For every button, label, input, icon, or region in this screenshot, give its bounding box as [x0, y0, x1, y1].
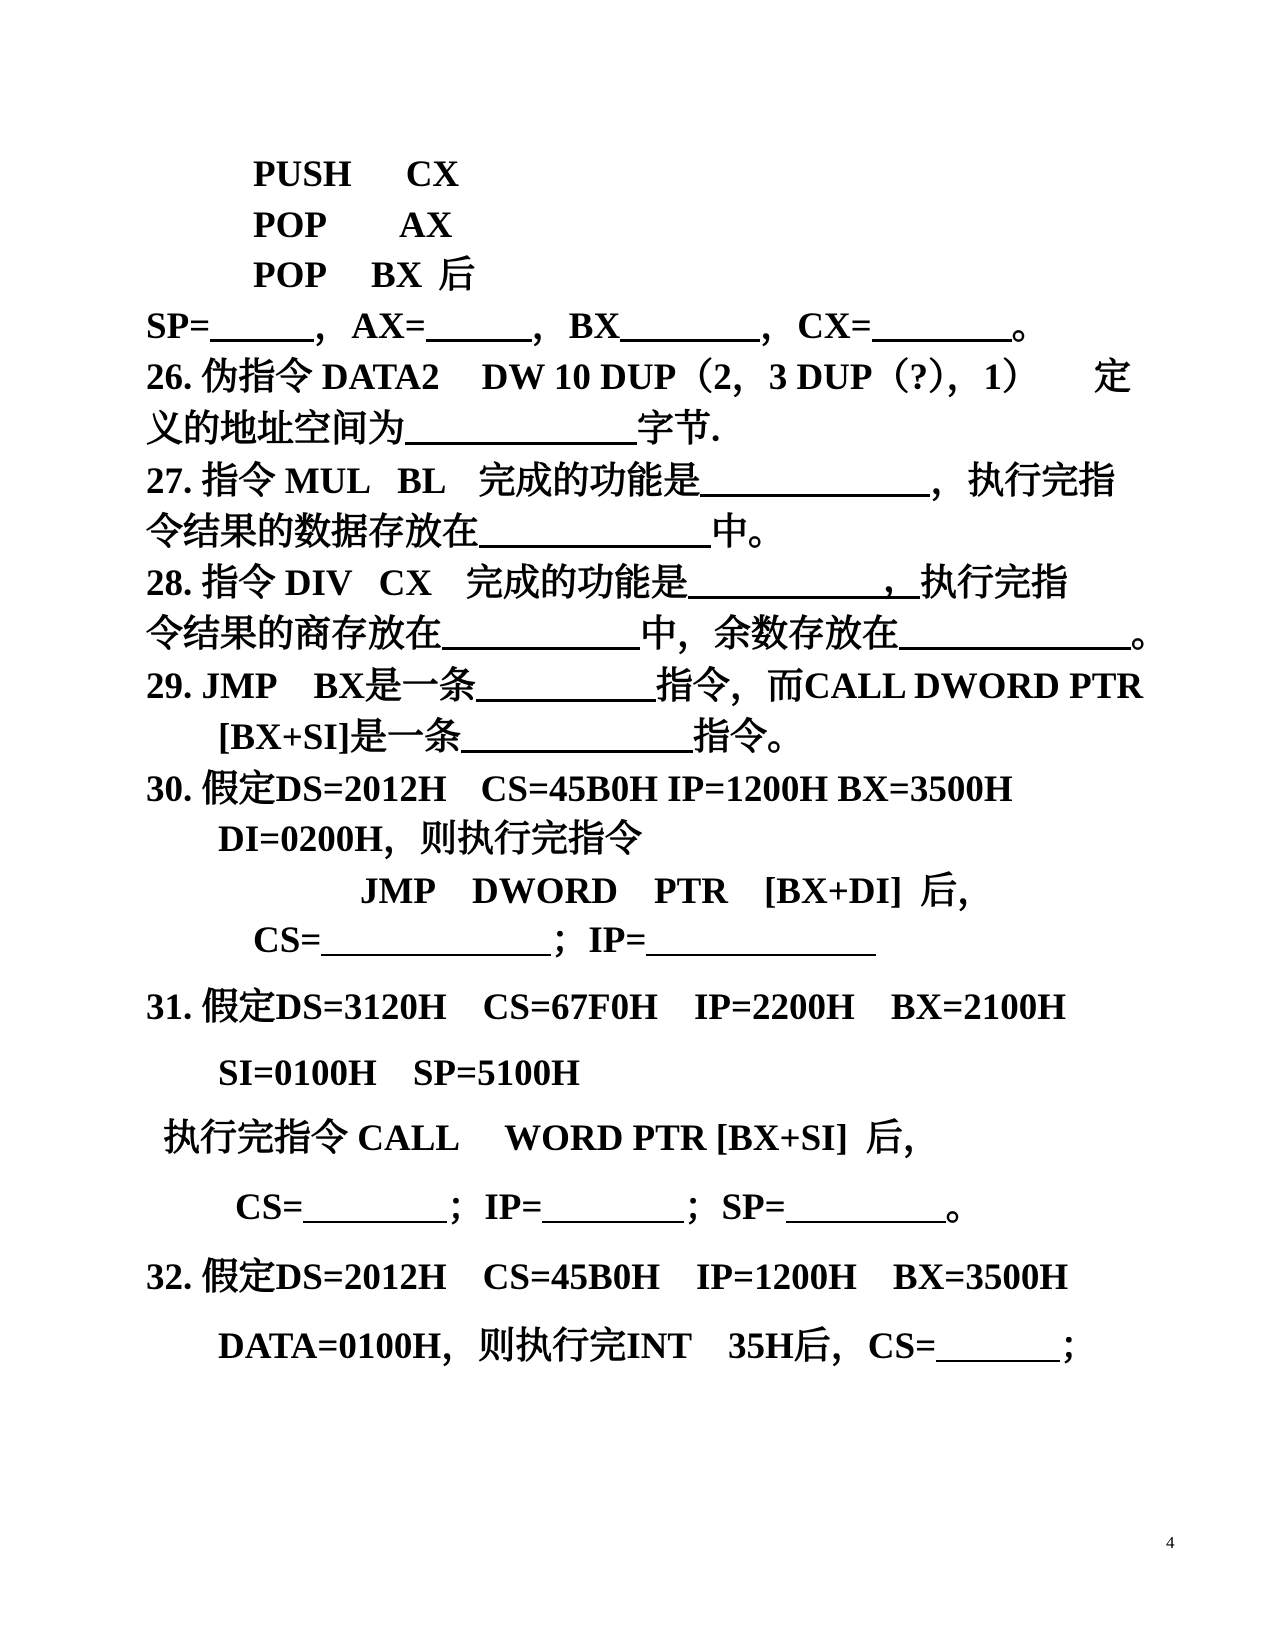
answer-blank[interactable] [620, 309, 760, 342]
q31-line1 [146, 986, 1066, 1030]
code-line-pop-ax [253, 204, 452, 248]
q26-line2 [146, 408, 720, 452]
q30-text: PTR [653, 871, 728, 912]
q32-text: ； [1060, 1326, 1098, 1367]
q30-line1 [146, 768, 1013, 812]
q32-text: 35H后，CS= [728, 1326, 937, 1367]
q28-text: CX [378, 563, 433, 604]
q31-text: SI=0100H [218, 1053, 377, 1094]
q29-text: BX是一条 [313, 666, 476, 707]
code-arg: CX [405, 154, 460, 195]
q26-text: 定 [1094, 357, 1131, 398]
q30-line2 [218, 818, 642, 862]
q27-line1 [146, 460, 1115, 504]
q26-text: 26. 伪指令 DATA2 [146, 357, 440, 398]
q30-text: 后， [920, 871, 995, 912]
answer-blank[interactable] [936, 1330, 1060, 1362]
q30-text: [BX+DI] [763, 871, 903, 912]
q27-text: 令结果的数据存放在 [146, 512, 479, 553]
q31-line2 [218, 1052, 580, 1096]
q31-text: 后， [865, 1118, 940, 1159]
q31-text: IP=2200H [693, 987, 855, 1028]
q27-text: ，执行完指 [930, 461, 1116, 502]
sp-label: ；SP= [684, 1187, 786, 1228]
q27-text: 27. 指令 MUL [146, 461, 372, 502]
q28-text: 。 [1131, 614, 1168, 655]
q31-text: CS=67F0H [482, 987, 658, 1028]
answer-blank[interactable] [479, 515, 711, 548]
code-suffix: 后 [438, 255, 476, 296]
answer-blank[interactable] [786, 1191, 946, 1223]
q29-line1 [146, 665, 1143, 709]
q26-text: DW 10 DUP（2，3 DUP（?），1） [481, 357, 1039, 398]
answer-blank[interactable] [542, 1191, 684, 1223]
answer-blank[interactable] [321, 924, 551, 956]
q28-line2 [146, 613, 1168, 657]
q26-line1 [146, 356, 1039, 400]
q31-line3 [163, 1117, 940, 1161]
q31-text: SP=5100H [412, 1053, 580, 1094]
answer-blank[interactable] [899, 617, 1131, 650]
q29-text: [BX+SI]是一条 [218, 717, 462, 758]
q27-text: 完成的功能是 [478, 461, 701, 502]
q32-text: CS=45B0H [482, 1257, 661, 1298]
answer-blank[interactable]: ， [688, 566, 920, 599]
answer-blank[interactable] [461, 720, 693, 753]
q30-text: JMP [360, 871, 437, 912]
code-line-pop-bx [253, 254, 475, 298]
cs-label: CS= [253, 920, 322, 961]
code-op: PUSH [253, 154, 352, 195]
code-arg: BX [370, 255, 423, 296]
q32-line2 [218, 1325, 1097, 1369]
q29-text: 指令，而CALL DWORD PTR [655, 666, 1144, 707]
q27-line2 [146, 511, 785, 555]
q32-text: DATA=0100H，则执行完INT [218, 1326, 693, 1367]
period: 。 [945, 1187, 983, 1228]
answer-blank[interactable] [405, 412, 637, 445]
q26-text: 义的地址空间为 [146, 409, 405, 450]
q32-text: IP=1200H [696, 1257, 857, 1298]
ax-label: ，AX= [314, 306, 426, 347]
q31-text: WORD PTR [BX+SI] [504, 1118, 848, 1159]
q30-line4 [253, 919, 876, 963]
cs-label: CS= [235, 1187, 304, 1228]
answer-blank[interactable] [303, 1191, 447, 1223]
q28-text: 28. 指令 DIV [146, 563, 353, 604]
q29-line2 [218, 716, 804, 760]
q27-text: 中。 [711, 512, 785, 553]
answer-blank[interactable] [210, 309, 314, 342]
q31-text: BX=2100H [890, 987, 1067, 1028]
q31-text: 31. 假定DS=3120H [146, 987, 447, 1028]
code-line-push-cx [253, 153, 459, 197]
q28-line1 [146, 559, 1069, 606]
q30-text: 30. 假定DS=2012H [146, 769, 447, 810]
cx-label: ，CX= [760, 306, 872, 347]
period: 。 [1011, 306, 1049, 347]
q27-text: BL [397, 461, 447, 502]
q26-text: 字节. [637, 409, 721, 450]
answer-blank[interactable] [646, 924, 876, 956]
q29-text: 指令。 [693, 717, 805, 758]
q29-text: 29. JMP [146, 666, 278, 707]
q31-line4 [235, 1186, 983, 1230]
q31-text: 执行完指令 CALL [163, 1118, 461, 1159]
q26-line1-tail [1094, 356, 1131, 400]
answer-blank[interactable] [442, 617, 640, 650]
q28-text: 令结果的商存放在 [146, 614, 442, 655]
answer-blank[interactable] [872, 309, 1012, 342]
q28-text: 中，余数存放在 [640, 614, 899, 655]
q28-text: 执行完指 [920, 563, 1069, 604]
bx-label: ，BX [531, 306, 621, 347]
sp-label: SP= [146, 306, 211, 347]
ip-label: ；IP= [551, 920, 647, 961]
code-op: POP [253, 205, 327, 246]
q30-line3 [360, 870, 994, 914]
q28-text: 完成的功能是 [466, 563, 689, 604]
q30-text: CS=45B0H IP=1200H BX=3500H [480, 769, 1013, 810]
q32-line1 [146, 1256, 1068, 1300]
answer-blank[interactable] [426, 309, 532, 342]
ip-label: ；IP= [447, 1187, 543, 1228]
answer-blank[interactable] [476, 669, 656, 702]
page-number: 4 [1166, 1533, 1175, 1552]
answer-blank[interactable] [700, 464, 930, 497]
q30-text: DWORD [472, 871, 618, 912]
q25-answer-line [146, 305, 1049, 349]
code-op: POP [253, 255, 327, 296]
q32-text: 32. 假定DS=2012H [146, 1257, 447, 1298]
q30-text: DI=0200H，则执行完指令 [218, 819, 642, 860]
q32-text: BX=3500H [892, 1257, 1069, 1298]
code-arg: AX [398, 205, 453, 246]
